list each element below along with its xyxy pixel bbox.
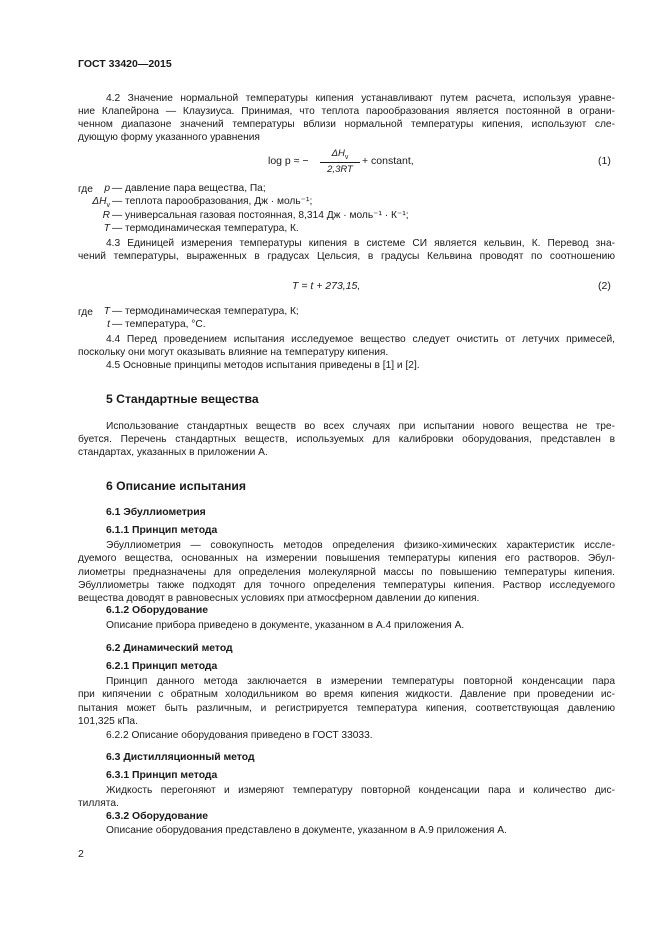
section-6-2-1-line: при кипячении с обратным холодильником во время кипения жидкости. Давление при проведении ис- [78,689,615,700]
section-6-3-1-line: Жидкость перегоняют и измеряют температуру повторной конденсации пара и количество дис- [106,785,615,796]
where-prefix: где [78,184,93,195]
section-6-2-1-title: 6.2.1 Принцип метода [106,661,218,672]
where-desc-p: — давление пара вещества, Па; [112,183,266,194]
paragraph-4-2-line: ние Клапейрона — Клаузиуса. Принимая, что теплота парообразования является постоянной в ограни- [78,106,615,117]
where-desc-r: — универсальная газовая постоянная, 8,314 Дж · моль⁻¹ · К⁻¹; [112,210,409,221]
paragraph-4-2-line: дующую форму указанного уравнения [78,132,260,143]
section-6-2-2-text: 6.2.2 Описание оборудования приведено в ГОСТ 33033. [106,730,373,741]
section-6-1-title: 6.1 Эбуллиометрия [106,507,206,518]
where-symbol-t-small: t [107,319,110,330]
section-6-1-1-title: 6.1.1 Принцип метода [106,525,218,536]
section-6-1-2-text: Описание прибора приведено в документе, указанном в А.4 приложения А. [106,620,465,631]
section-5-line: буется. Перечень стандартных веществ, используемых для калибровки оборудования, представлен в [78,434,615,445]
section-6-1-1-line: вещества доводят в равновесных условиях при атмосферном давлении до кипения. [78,593,480,604]
section-6-1-1-line: Эбуллиометрия — совокупность методов определения физико-химических характеристик иссле- [106,540,615,551]
where-symbol-r: R [102,210,110,221]
page-number: 2 [78,848,84,860]
section-6-title: 6 Описание испытания [106,479,246,493]
where-desc-t: — термодинамическая температура, К. [112,223,299,234]
where-symbol-T: T [103,306,110,317]
section-6-2-1-line: пытания может быть различным, и регистрируется температура кипения, соответствующая давлению [78,703,615,714]
where-symbol-t: T [103,223,110,234]
paragraph-4-2-line: ченном диапазоне значений температуры вблизи нормальной температуры кипения, используют сле- [78,119,615,130]
equation-1-denominator: 2,3RT [327,163,353,175]
section-6-3-title: 6.3 Дистилляционный метод [106,752,255,763]
equation-2: T = t + 273,15, [292,280,361,292]
paragraph-4-4-line: поскольку они могут оказывать влияние на температуру кипения. [78,347,389,358]
equation-1-fraction [320,148,360,175]
paragraph-4-4-line: 4.4 Перед проведением испытания исследуемое вещество следует очистить от летучих примесей, [106,334,615,345]
where-symbol-delta-h: $\Delta H_v$ [92,196,110,210]
where-desc-t-small: — температура, °С. [112,319,206,330]
section-6-3-2-text: Описание оборудования представлено в документе, указанном в А.9 приложения А. [106,825,507,836]
paragraph-4-3-line: 4.3 Единицей измерения температуры кипения в системе СИ является кельвин, К. Перевод зна- [106,238,615,249]
equation-1-numerator: $\Delta H_v$ [320,148,360,163]
section-6-3-1-title: 6.3.1 Принцип метода [106,770,218,781]
equation-2-number: (2) [598,280,611,292]
section-6-3-1-line: тиллята. [78,798,119,809]
section-6-3-2-title: 6.3.2 Оборудование [106,811,208,822]
section-6-1-1-line: дуемого вещества, основанных на измерении повышения температуры кипения его растворов. Эбул- [78,553,615,564]
section-6-1-1-line: лиометры предназначены для определения молекулярной массы по повышению температуры кипения. [78,567,615,578]
where-desc-T: — термодинамическая температура, К; [112,306,299,317]
paragraph-4-2-line: 4.2 Значение нормальной температуры кипения устанавливают путем расчета, используя уравне- [106,93,615,104]
section-6-1-2-title: 6.1.2 Оборудование [106,605,208,616]
equation-1-lhs: log p ≈ − [268,155,309,167]
section-6-2-title: 6.2 Динамический метод [106,643,233,654]
equation-1-rhs: + constant, [362,155,414,167]
section-5-line: Использование стандартных веществ во всех случаях при испытании нового вещества не тре- [106,421,615,432]
section-5-line: стандартах, указанных в приложении А. [78,447,268,458]
section-5-title: 5 Стандартные вещества [106,392,259,406]
section-6-2-1-line: Принцип данного метода заключается в измерении температуры повторной конденсации пара [106,676,615,687]
section-6-1-1-line: Эбуллиометры также подходят для точного определения температуры кипения. Раствор исследуемого [78,580,615,591]
standard-code-header: ГОСТ 33420—2015 [78,58,172,70]
section-6-2-1-line: 101,325 кПа. [78,716,138,727]
equation-1-number: (1) [598,155,611,167]
where-symbol-p: p [104,183,110,194]
where-desc-delta-h: — теплота парообразования, Дж · моль⁻¹; [112,196,313,207]
where-prefix: где [78,307,93,318]
paragraph-4-5: 4.5 Основные принципы методов испытания приведены в [1] и [2]. [106,360,420,371]
paragraph-4-3-line: чений температуры, выраженных в градусах Цельсия, в градусы Кельвина проводят по соотношению [78,251,615,262]
